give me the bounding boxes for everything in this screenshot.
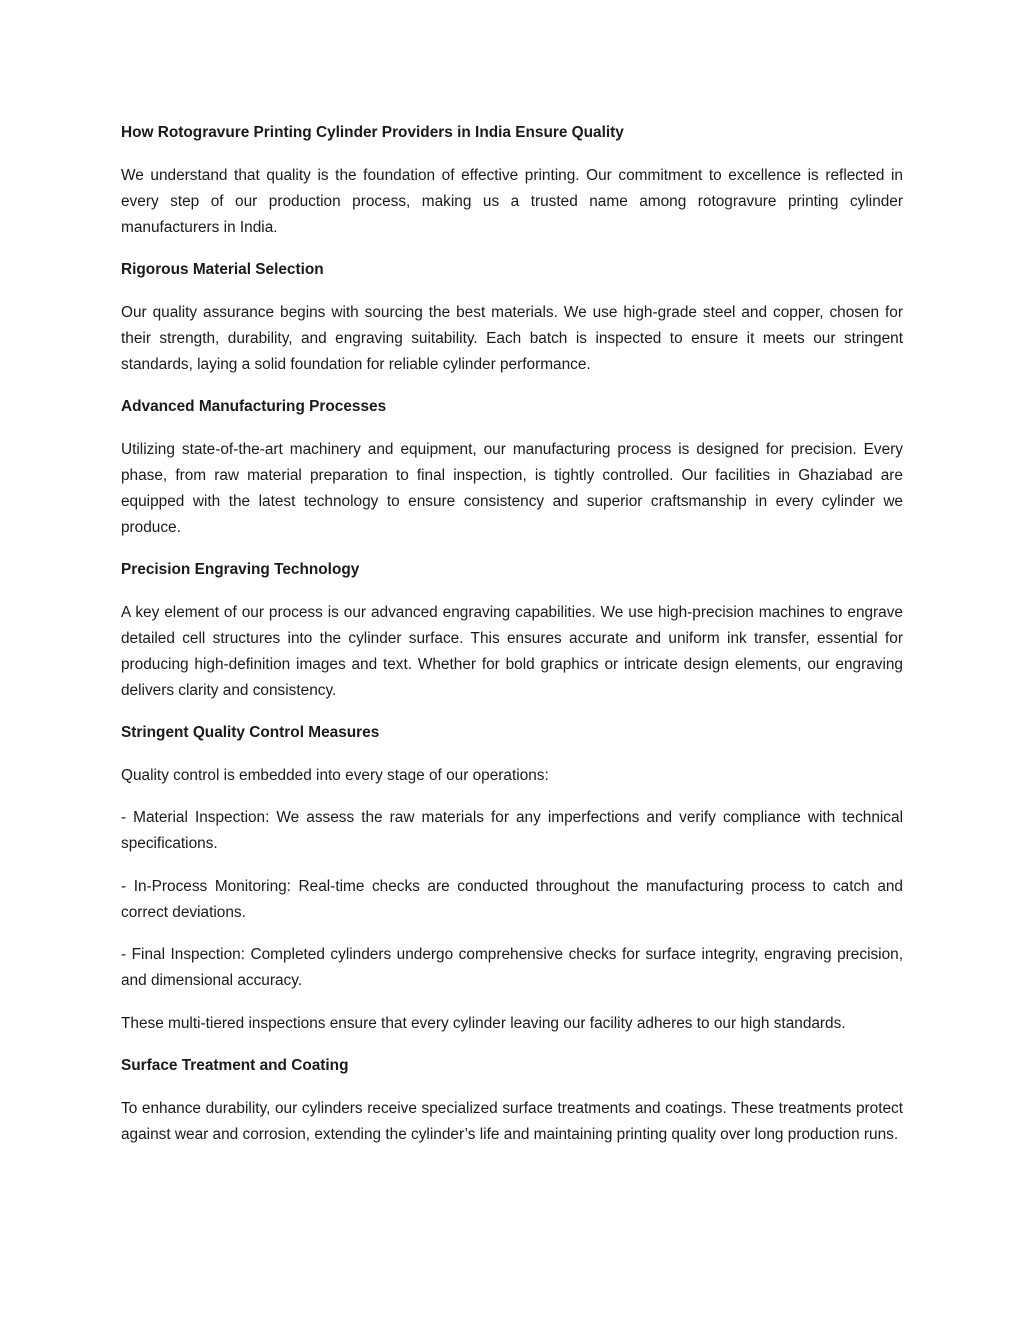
section-heading-material-selection: Rigorous Material Selection — [121, 261, 324, 278]
intro-paragraph: We understand that quality is the foundation of effective printing. Our commitment to excellence is reflected in every step of our production process, making us a trusted name among rotogravure printing cylinder manufacturers in India. — [121, 166, 903, 236]
section-paragraph: A key element of our process is our advanced engraving capabilities. We use high-precision machines to engrave detailed cell structures into the cylinder surface. This ensures accurate and uniform ink transfer, essential for producing high-definition images and text. Whether for bold graphics or intricate design elements, our engraving delivers clarity and consistency. — [121, 603, 903, 699]
list-item-in-process-monitoring: - In-Process Monitoring: Real-time checks are conducted throughout the manufacturing process to catch and correct deviations. — [121, 877, 903, 921]
document-page — [121, 120, 903, 1164]
list-item-final-inspection: - Final Inspection: Completed cylinders undergo comprehensive checks for surface integrity, engraving precision, and dimensional accuracy. — [121, 946, 903, 989]
section-paragraph: Our quality assurance begins with sourcing the best materials. We use high-grade steel and copper, chosen for their strength, durability, and engraving suitability. Each batch is inspected to ensure it meets our stringent standards, laying a solid foundation for reliable cylinder performance. — [121, 303, 903, 373]
section-paragraph: To enhance durability, our cylinders receive specialized surface treatments and coatings. These treatments protect against wear and corrosion, extending the cylinder’s life and maintaining printing quality over long production runs. — [121, 1099, 903, 1143]
section-paragraph: Quality control is embedded into every stage of our operations: — [121, 766, 549, 784]
section-heading-manufacturing-processes: Advanced Manufacturing Processes — [121, 398, 387, 415]
section-paragraph: Utilizing state-of-the-art machinery and equipment, our manufacturing process is designed for precision. Every phase, from raw material preparation to final inspection, is tightly controlled. Our facilities in Ghaziabad are equipped with the latest technology to ensure consistency and superior craftsmanship in every cylinder we produce. — [121, 440, 903, 536]
section-heading-surface-treatment: Surface Treatment and Coating — [121, 1057, 349, 1074]
section-heading-quality-control: Stringent Quality Control Measures — [121, 724, 380, 741]
document-title: How Rotogravure Printing Cylinder Providers in India Ensure Quality — [121, 124, 624, 141]
section-paragraph: These multi-tiered inspections ensure that every cylinder leaving our facility adheres to our high standards. — [121, 1014, 846, 1032]
list-item-material-inspection: - Material Inspection: We assess the raw materials for any imperfections and verify compliance with technical specifications. — [121, 809, 903, 852]
section-heading-engraving-technology: Precision Engraving Technology — [121, 561, 360, 578]
